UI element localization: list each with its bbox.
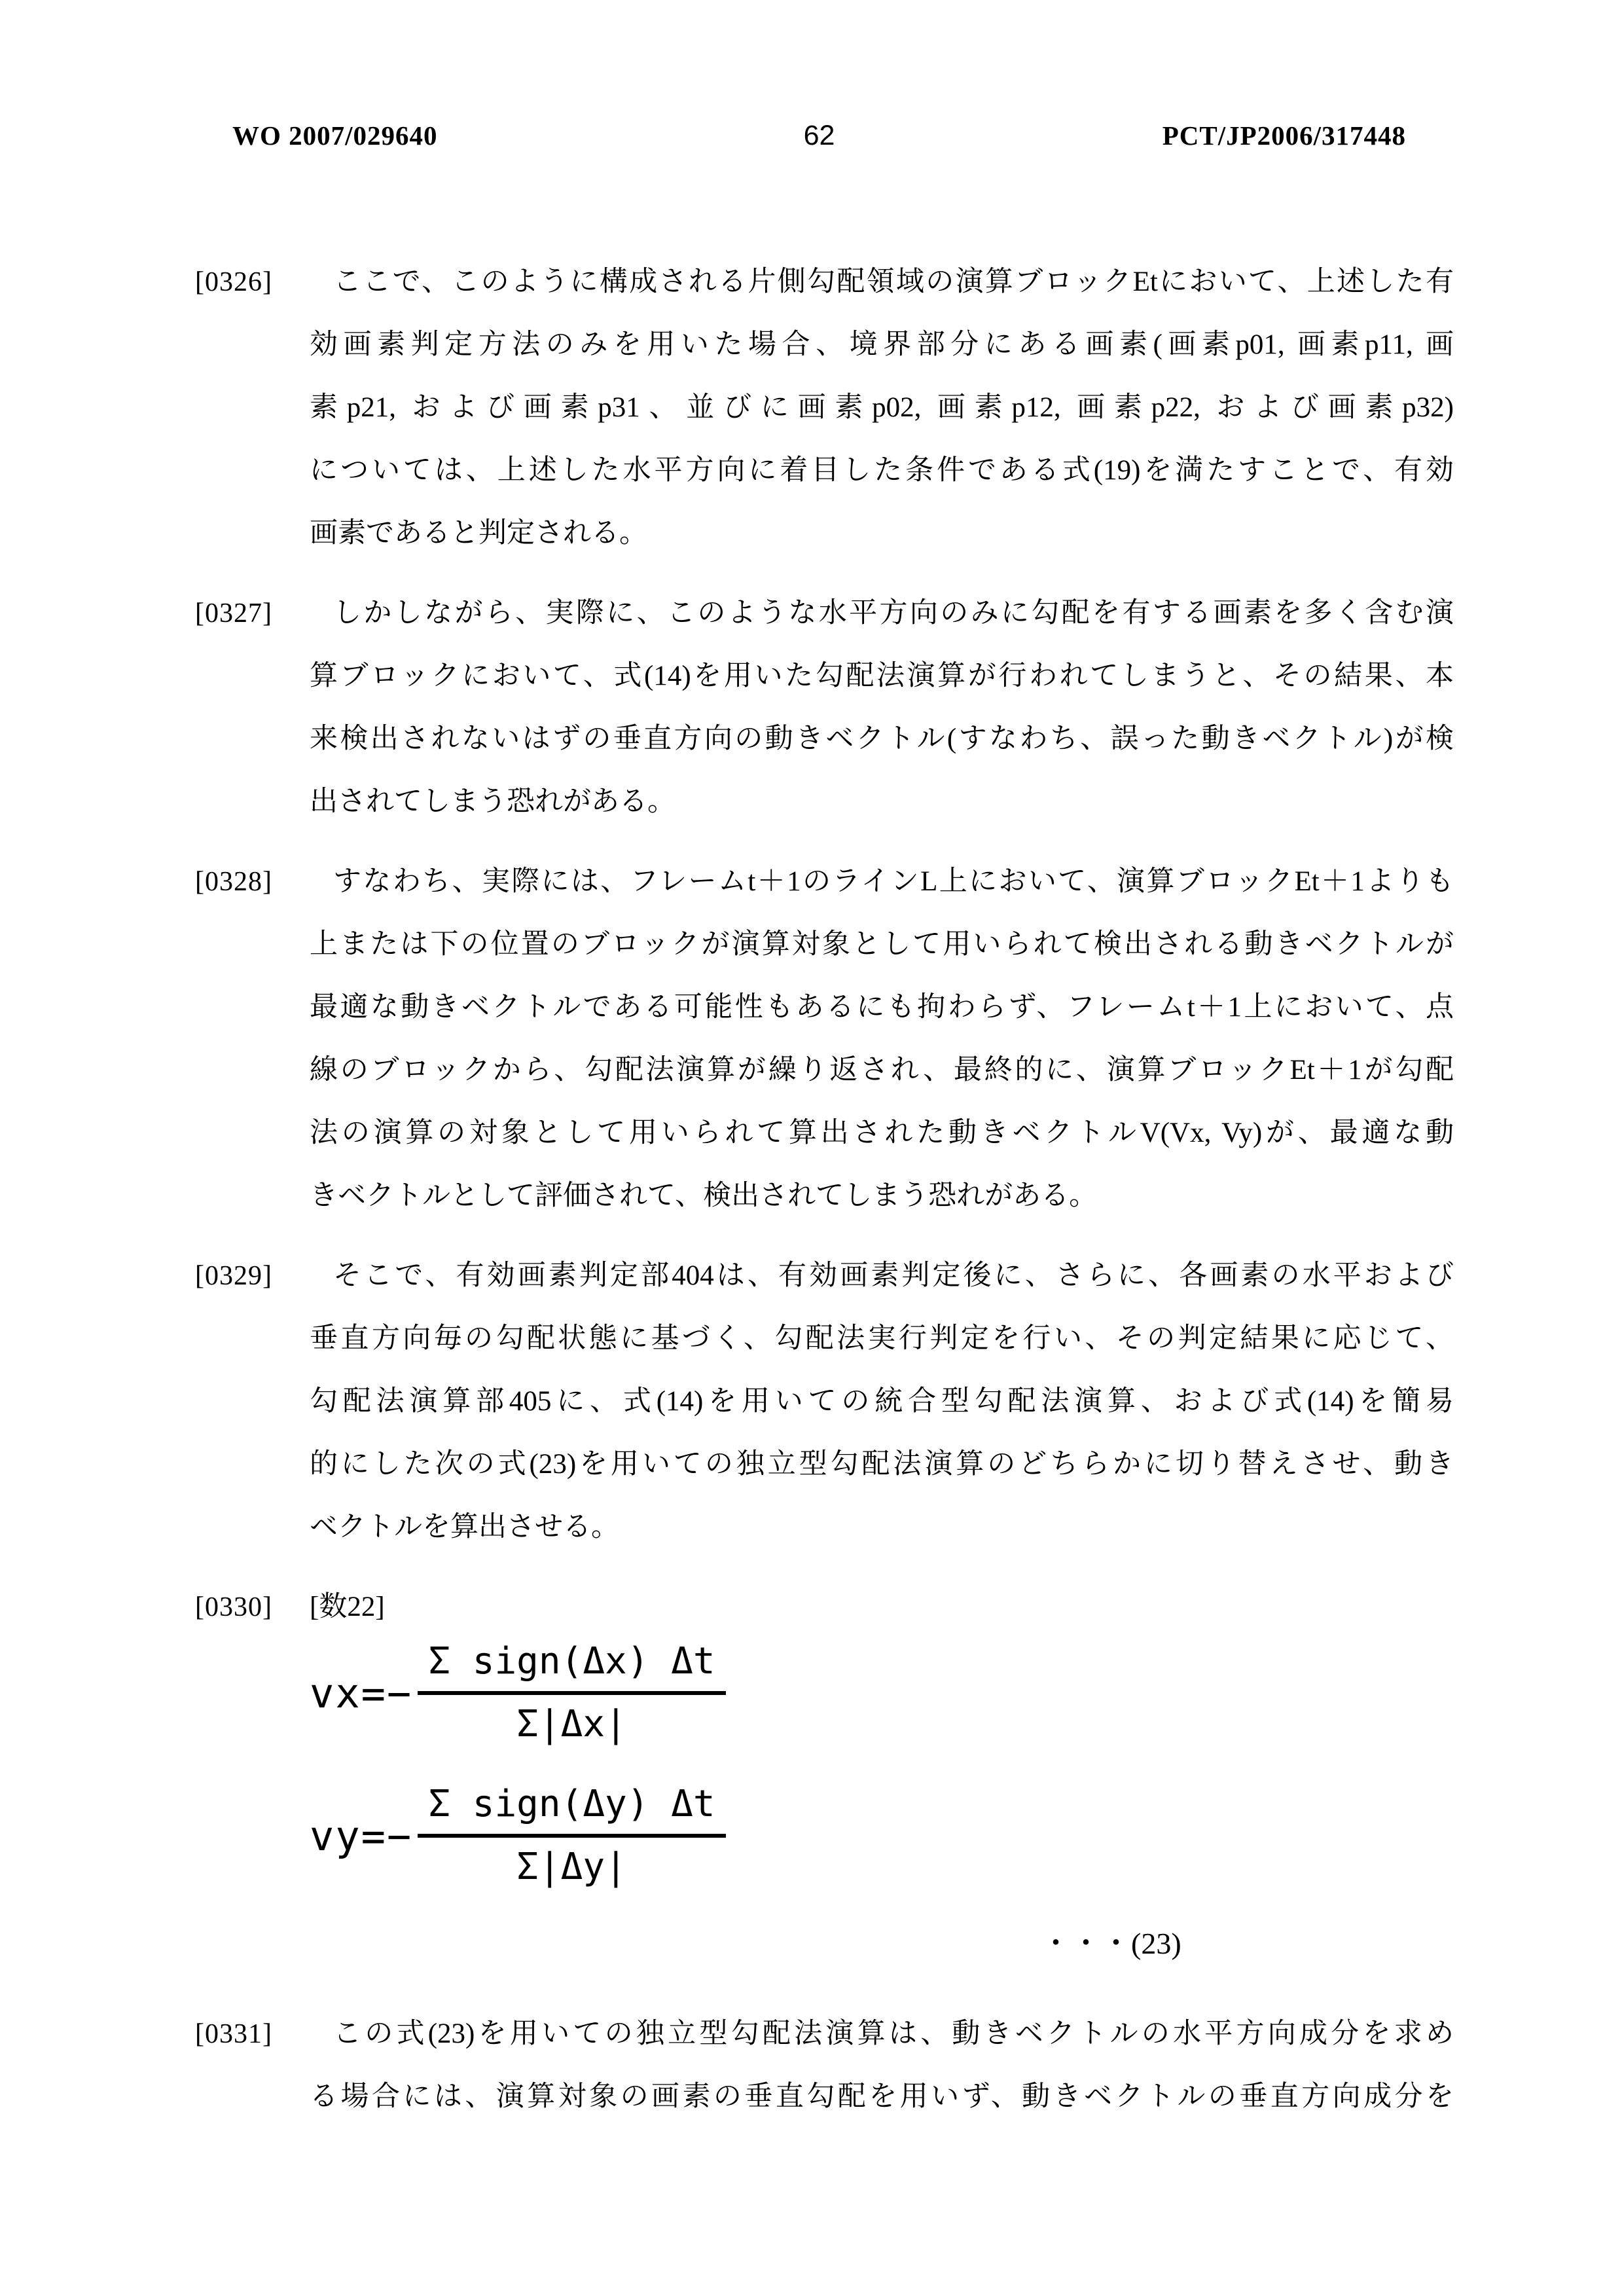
- page-body: [195, 251, 1458, 2145]
- paragraph-0327: [195, 582, 1458, 833]
- paragraph-line: 垂直方向毎の勾配状態に基づく、勾配法実行判定を行い、その判定結果に応じて、: [310, 1323, 1454, 1354]
- paragraph-line: ベクトルを算出させる。: [310, 1512, 619, 1542]
- page-number: 62: [803, 120, 835, 151]
- equation-vx: [310, 1639, 1458, 1747]
- fraction-numerator: Σ sign(Δy) Δt: [418, 1781, 725, 1838]
- paragraph-line: この式(23)を用いての独立型勾配法演算は、動きベクトルの水平方向成分を求め: [333, 2018, 1454, 2049]
- paragraph-number: [0329]: [195, 1261, 272, 1291]
- page-header: [232, 120, 1406, 152]
- paragraph-line: 勾配法演算部405に、式(14)を用いての統合型勾配法演算、および式(14)を簡易: [310, 1386, 1454, 1417]
- publication-number: WO 2007/029640: [232, 120, 438, 151]
- fraction-numerator: Σ sign(Δx) Δt: [418, 1639, 725, 1695]
- paragraph-line: 上または下の位置のブロックが演算対象として用いられて検出される動きベクトルが: [310, 929, 1454, 960]
- equation-lhs: vy=−: [310, 1812, 413, 1860]
- paragraph-line: 出されてしまう恐れがある。: [310, 786, 676, 817]
- paragraph-number: [0330]: [195, 1592, 272, 1622]
- fraction-denominator: Σ|Δy|: [516, 1846, 627, 1888]
- paragraph-0329: [195, 1245, 1458, 1559]
- equation-vy: [310, 1781, 1458, 1890]
- paragraph-line: 来検出されないはずの垂直方向の動きベクトル(すなわち、誤った動きベクトル)が検: [310, 723, 1454, 754]
- paragraph-line: 画素であると判定される。: [310, 518, 647, 549]
- paragraph-line: きベクトルとして評価されて、検出されてしまう恐れがある。: [310, 1180, 1098, 1211]
- paragraph-line: 素p21, および画素p31、並びに画素p02, 画素p12, 画素p22, および画素p32): [310, 392, 1454, 423]
- equation-number-label: ・・・(23): [1041, 1927, 1181, 1960]
- pct-application-number: PCT/JP2006/317448: [1162, 120, 1407, 151]
- paragraph-line: しかしながら、実際に、このような水平方向のみに勾配を有する画素を多く含む演: [333, 598, 1454, 629]
- fraction-denominator: Σ|Δx|: [516, 1703, 627, 1745]
- paragraph-line: については、上述した水平方向に着目した条件である式(19)を満たすことで、有効: [310, 455, 1454, 486]
- paragraph-line: 効画素判定方法のみを用いた場合、境界部分にある画素(画素p01, 画素p11, 画: [310, 329, 1454, 360]
- formula-block: [310, 1639, 1458, 1963]
- paragraph-0330: [195, 1576, 1458, 1639]
- paragraph-number: [0326]: [195, 267, 272, 297]
- paragraph-line: 法の演算の対象として用いられて算出された動きベクトルV(Vx, Vy)が、最適な動: [310, 1118, 1454, 1148]
- paragraph-line: 最適な動きベクトルである可能性もあるにも拘わらず、フレームt＋1上において、点: [310, 992, 1454, 1023]
- paragraph-line: すなわち、実際には、フレームt＋1のラインL上において、演算ブロックEt＋1よりも: [333, 866, 1454, 897]
- paragraph-0328: [195, 850, 1458, 1228]
- paragraph-number: [0331]: [195, 2019, 272, 2049]
- paragraph-line: 算ブロックにおいて、式(14)を用いた勾配法演算が行われてしまうと、その結果、本: [310, 661, 1454, 691]
- paragraph-number: [0327]: [195, 598, 272, 629]
- paragraph-0331: [195, 2003, 1458, 2128]
- paragraph-line: ここで、このように構成される片側勾配領域の演算ブロックEtにおいて、上述した有: [333, 266, 1454, 297]
- fraction: [418, 1781, 725, 1890]
- paragraph-line: 線のブロックから、勾配法演算が繰り返され、最終的に、演算ブロックEt＋1が勾配: [310, 1055, 1454, 1085]
- equation-lhs: vx=−: [310, 1669, 413, 1717]
- paragraph-line: そこで、有効画素判定部404は、有効画素判定後に、さらに、各画素の水平および: [333, 1260, 1454, 1291]
- paragraph-line: る場合には、演算対象の画素の垂直勾配を用いず、動きベクトルの垂直方向成分を: [310, 2081, 1454, 2112]
- paragraph-number: [0328]: [195, 867, 272, 897]
- fraction: [418, 1639, 725, 1747]
- paragraph-line: 的にした次の式(23)を用いての独立型勾配法演算のどちらかに切り替えさせ、動き: [310, 1449, 1454, 1480]
- formula-caption: [数22]: [310, 1592, 385, 1622]
- paragraph-0326: [195, 251, 1458, 565]
